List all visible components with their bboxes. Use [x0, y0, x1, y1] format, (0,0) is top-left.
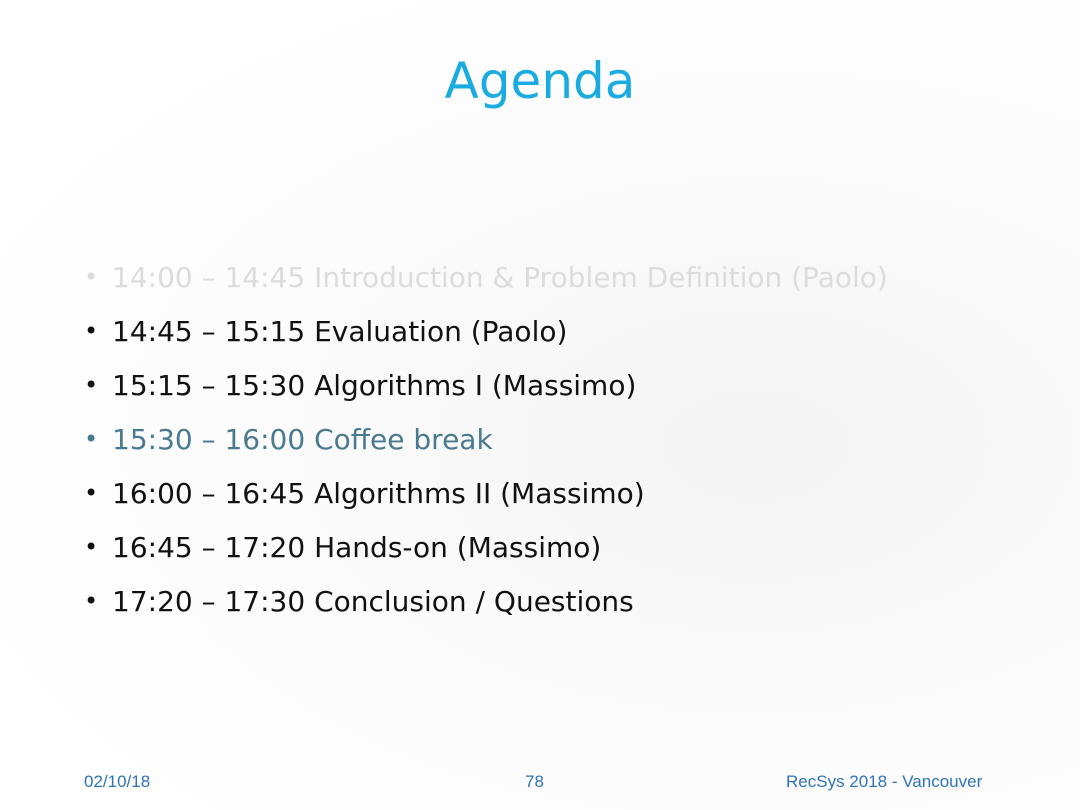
- agenda-item-text: 16:00 – 16:45 Algorithms II (Massimo): [112, 476, 645, 510]
- bullet-icon: •: [84, 479, 99, 507]
- bullet-icon: •: [84, 317, 99, 345]
- agenda-item-text: 16:45 – 17:20 Hands-on (Massimo): [112, 530, 602, 564]
- footer-event: RecSys 2018 - Vancouver: [786, 772, 983, 791]
- agenda-item-text: 14:00 – 14:45 Introduction & Problem Definition (Paolo): [112, 260, 888, 294]
- bullet-icon: •: [84, 587, 99, 615]
- agenda-item-text: 15:15 – 15:30 Algorithms I (Massimo): [112, 368, 637, 402]
- agenda-item-introduction: [84, 250, 888, 304]
- agenda-item-conclusion: [84, 574, 888, 628]
- agenda-item-text: 14:45 – 15:15 Evaluation (Paolo): [112, 314, 568, 348]
- bullet-icon: •: [84, 533, 99, 561]
- footer-date: 02/10/18: [84, 772, 151, 791]
- agenda-item-text: 15:30 – 16:00 Coffee break: [112, 422, 493, 456]
- bullet-icon: •: [84, 425, 99, 453]
- slide-title: Agenda: [444, 52, 636, 110]
- bullet-icon: •: [84, 371, 99, 399]
- agenda-item-evaluation: [84, 304, 888, 358]
- bullet-icon: •: [84, 263, 99, 291]
- footer-page-number: 78: [525, 772, 544, 791]
- agenda-item-algorithms-1: [84, 358, 888, 412]
- agenda-item-coffee-break: [84, 412, 888, 466]
- agenda-item-algorithms-2: [84, 466, 888, 520]
- agenda-item-hands-on: [84, 520, 888, 574]
- agenda-item-text: 17:20 – 17:30 Conclusion / Questions: [112, 584, 634, 618]
- agenda-list: [84, 250, 888, 628]
